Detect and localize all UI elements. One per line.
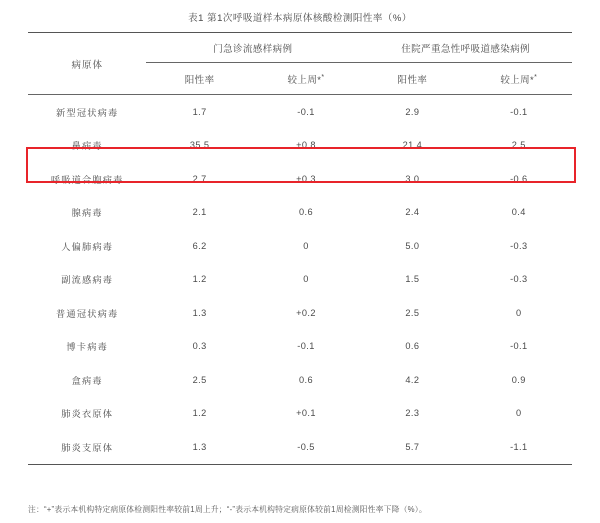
- table-row: [28, 95, 572, 129]
- outpatient-week-change: +0.8: [296, 140, 316, 151]
- inpatient-positive-rate: 4.2: [405, 374, 420, 385]
- table-header: [28, 33, 572, 95]
- table-container: [28, 32, 572, 465]
- inpatient-positive-rate: 2.9: [405, 106, 420, 117]
- pathogen-name: 博卡病毒: [66, 342, 108, 353]
- header-outpatient-positive-rate: 阳性率: [184, 74, 215, 86]
- pathogen-name: 腺病毒: [71, 208, 103, 219]
- pathogen-name: 肺炎衣原体: [61, 409, 114, 420]
- inpatient-positive-rate: 1.5: [405, 274, 420, 285]
- outpatient-positive-rate: 0.3: [192, 341, 207, 352]
- table-title: 表1 第1次呼吸道样本病原体核酸检测阳性率（%）: [188, 13, 412, 24]
- outpatient-week-change: +0.1: [296, 408, 316, 419]
- outpatient-positive-rate: 1.7: [192, 106, 207, 117]
- inpatient-week-change: -0.1: [510, 341, 528, 352]
- table-row: [28, 129, 572, 163]
- pathogen-name: 普通冠状病毒: [56, 308, 119, 319]
- inpatient-week-change: 0: [516, 408, 522, 419]
- inpatient-week-change: 2.5: [511, 140, 526, 151]
- table-row: [28, 296, 572, 330]
- table-row: [28, 196, 572, 230]
- outpatient-week-change: 0: [303, 240, 309, 251]
- inpatient-week-change: 0: [516, 307, 522, 318]
- inpatient-week-change: 0.4: [511, 207, 526, 218]
- header-outpatient-week-change: 较上周**: [287, 73, 325, 86]
- pathogen-name: 鼻病毒: [71, 141, 103, 152]
- outpatient-week-change: +0.2: [296, 307, 316, 318]
- outpatient-week-change: +0.3: [296, 173, 316, 184]
- outpatient-week-change: -0.1: [297, 106, 315, 117]
- table-body: [28, 95, 572, 465]
- inpatient-week-change: 0.9: [511, 374, 526, 385]
- header-group-outpatient: 门急诊流感样病例: [146, 33, 359, 63]
- inpatient-positive-rate: 5.0: [405, 240, 420, 251]
- header-group-inpatient: 住院严重急性呼吸道感染病例: [359, 33, 572, 63]
- table-row: [28, 330, 572, 364]
- table-row: [28, 229, 572, 263]
- outpatient-positive-rate: 2.1: [192, 207, 207, 218]
- inpatient-positive-rate: 3.0: [405, 173, 420, 184]
- outpatient-week-change: -0.5: [297, 441, 315, 452]
- table-row: [28, 162, 572, 196]
- outpatient-positive-rate: 1.2: [192, 274, 207, 285]
- pathogen-name: 盒病毒: [71, 375, 103, 386]
- pathogen-name: 呼吸道合胞病毒: [50, 174, 124, 185]
- inpatient-week-change: -0.1: [510, 106, 528, 117]
- pathogen-name: 肺炎支原体: [61, 442, 114, 453]
- inpatient-week-change: -0.6: [510, 173, 528, 184]
- inpatient-week-change: -0.3: [510, 240, 528, 251]
- inpatient-positive-rate: 0.6: [405, 341, 420, 352]
- header-inpatient-positive-rate: 阳性率: [397, 74, 428, 86]
- inpatient-positive-rate: 2.4: [405, 207, 420, 218]
- outpatient-week-change: 0: [303, 274, 309, 285]
- outpatient-positive-rate: 2.7: [192, 173, 207, 184]
- respiratory-pathogen-table: [28, 32, 572, 465]
- table-row: [28, 397, 572, 431]
- inpatient-week-change: -0.3: [510, 274, 528, 285]
- pathogen-name: 副流感病毒: [61, 275, 114, 286]
- header-group-row: [28, 33, 572, 63]
- inpatient-positive-rate: 21.4: [402, 140, 423, 151]
- outpatient-positive-rate: 35.5: [189, 140, 210, 151]
- header-inpatient-week-change: 较上周**: [500, 73, 538, 86]
- pathogen-name: 人偏肺病毒: [61, 241, 114, 252]
- outpatient-positive-rate: 2.5: [192, 374, 207, 385]
- outpatient-week-change: 0.6: [299, 207, 313, 218]
- outpatient-week-change: 0.6: [299, 374, 313, 385]
- outpatient-positive-rate: 1.3: [192, 441, 207, 452]
- inpatient-positive-rate: 2.5: [405, 307, 420, 318]
- header-row-label: 病原体: [71, 59, 103, 71]
- outpatient-positive-rate: 1.2: [192, 408, 207, 419]
- table-footnote: 注：“+”表示本机构特定病原体检测阳性率较前1周上升；“-”表示本机构特定病原体较前1周检测阳性率下降（%）。: [28, 504, 427, 514]
- outpatient-positive-rate: 1.3: [192, 307, 207, 318]
- outpatient-week-change: -0.1: [297, 341, 315, 352]
- table-row: [28, 363, 572, 397]
- inpatient-week-change: -1.1: [510, 441, 528, 452]
- inpatient-positive-rate: 2.3: [405, 408, 420, 419]
- outpatient-positive-rate: 6.2: [192, 240, 207, 251]
- table-row: [28, 263, 572, 297]
- inpatient-positive-rate: 5.7: [405, 441, 420, 452]
- pathogen-name: 新型冠状病毒: [56, 107, 119, 118]
- table-row: [28, 430, 572, 464]
